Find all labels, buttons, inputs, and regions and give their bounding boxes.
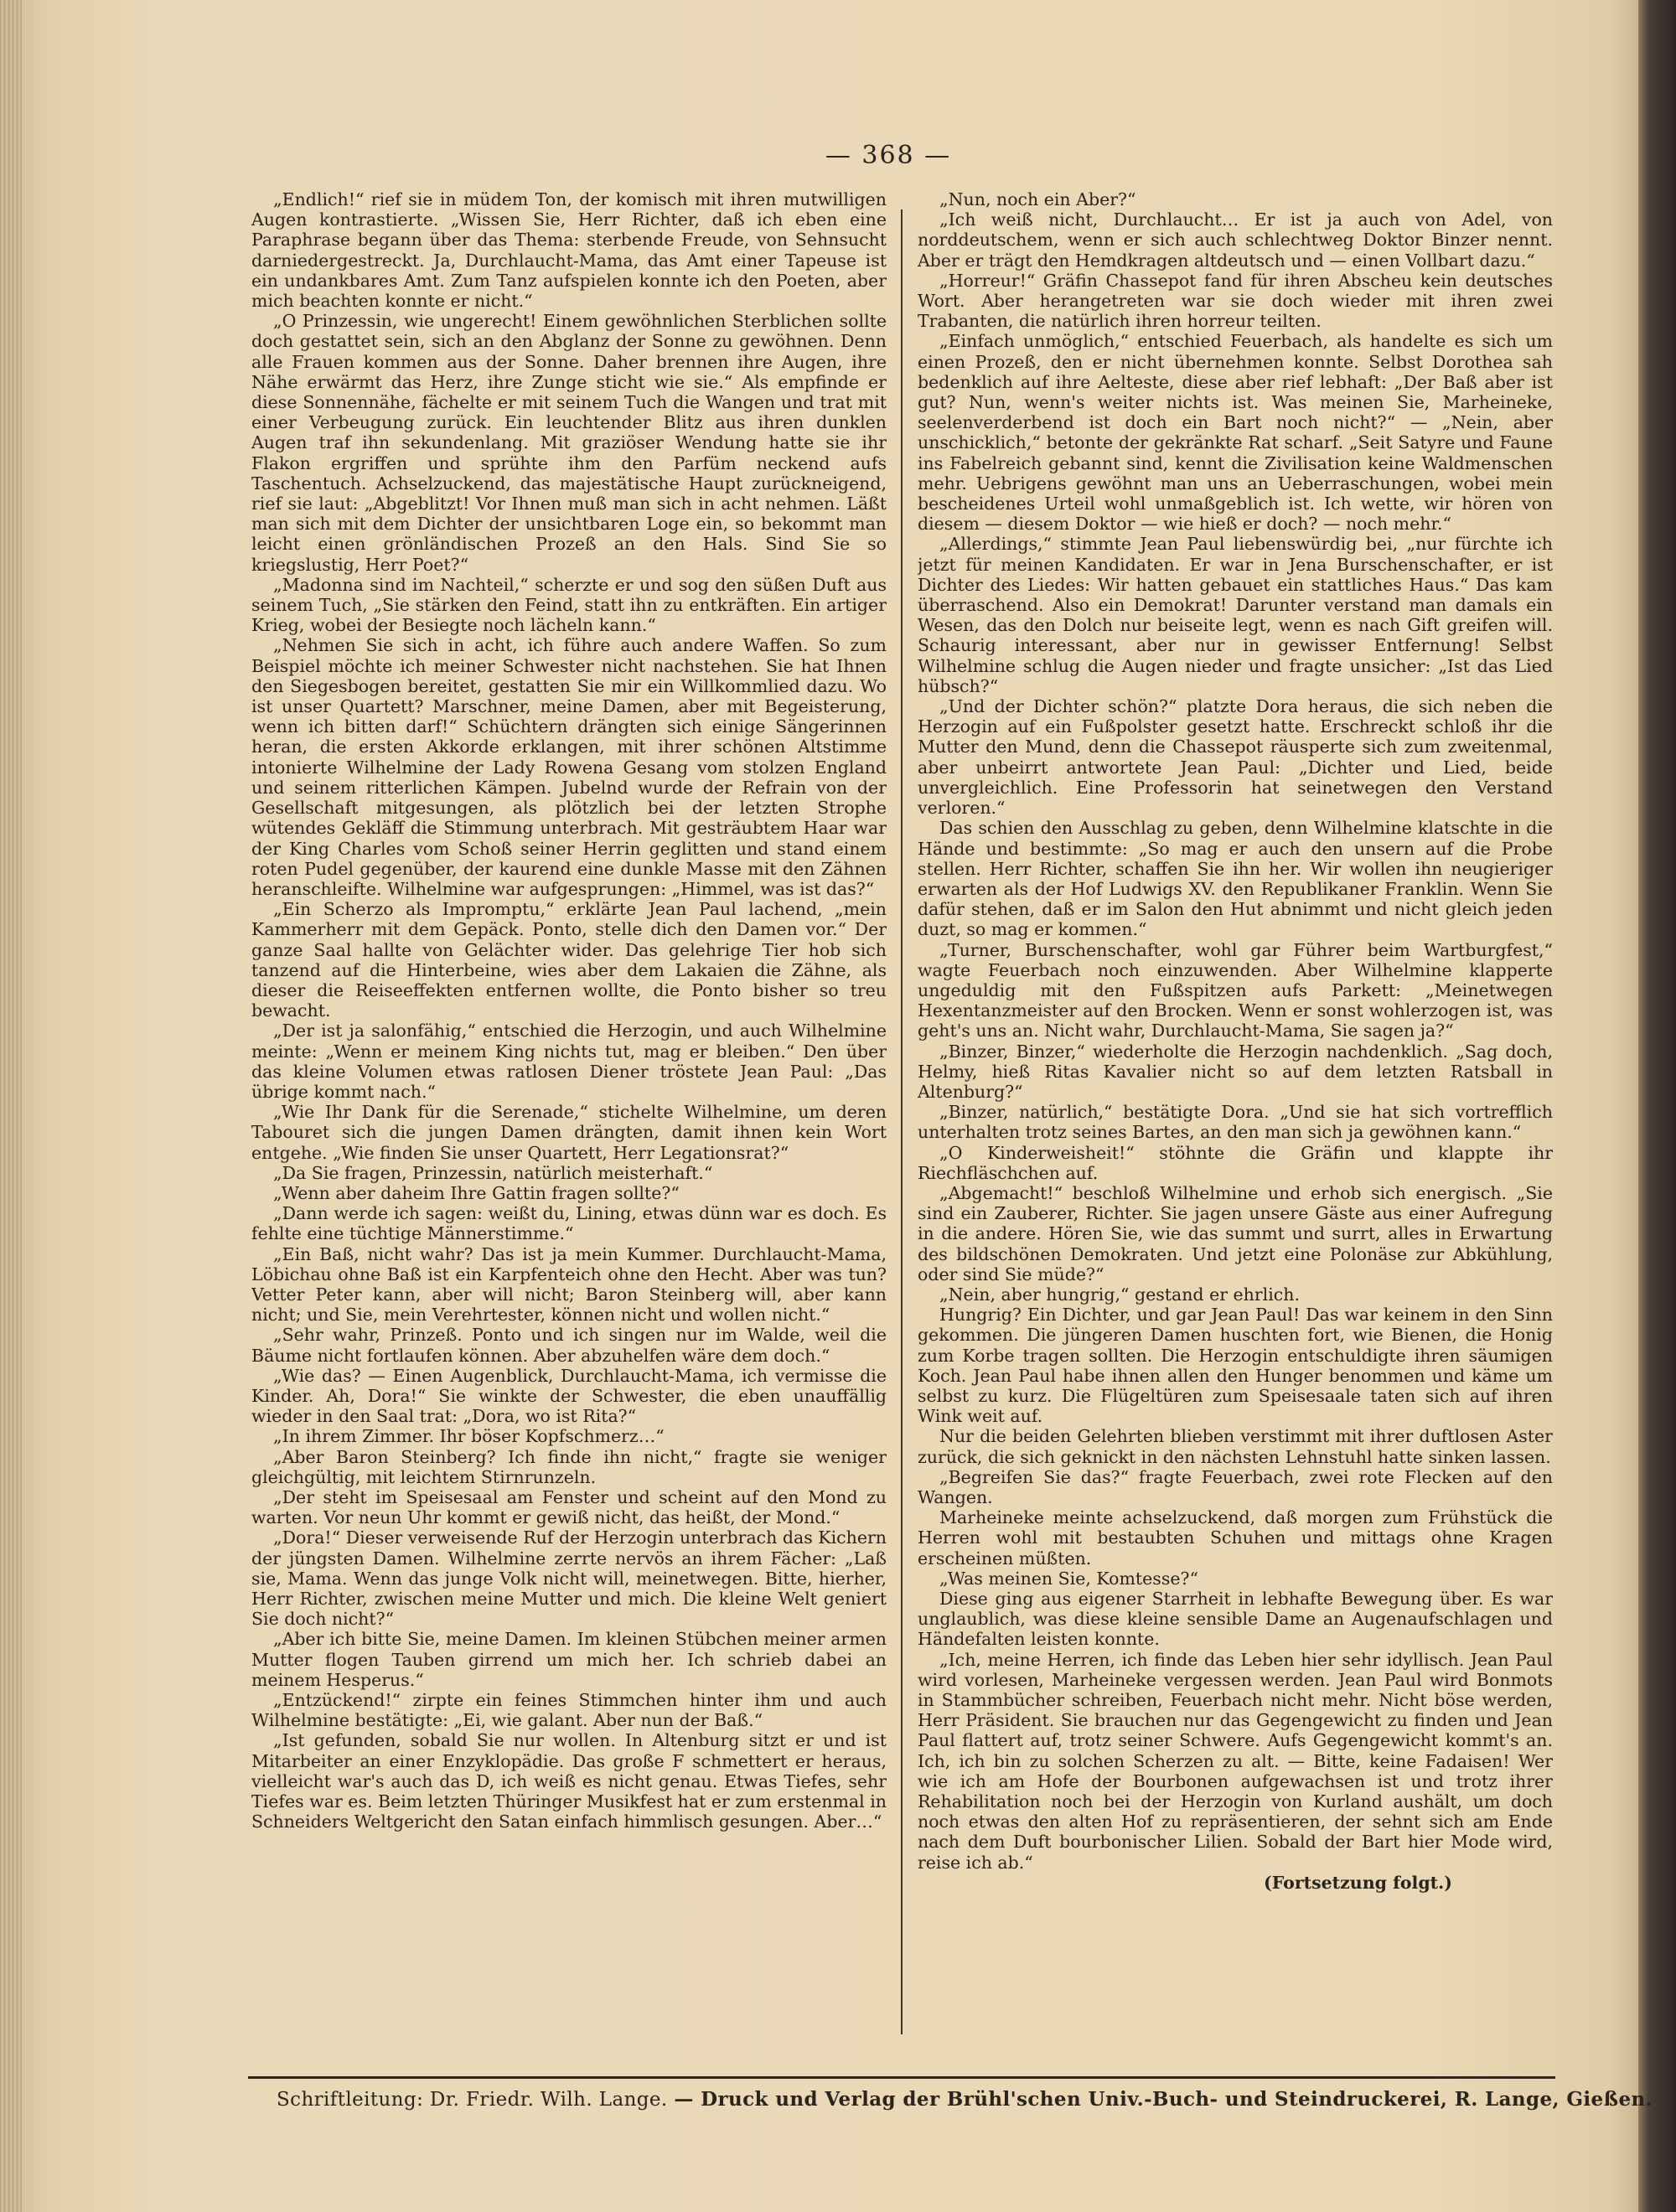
paragraph: „O Prinzessin, wie ungerecht! Einem gewöhnlichen Sterblichen sollte doch gestattet sein, sich an den Abglanz der Sonne zu gewöhnen. Denn alle Frauen kommen aus der Sonne. Daher brennen ihre Augen, ihre Nähe erwärmt das Herz, ihre Zunge sticht wie sie.“ Als empfinde er diese Sonnennähe, fächelte er mit seinem Tuch die Wangen und trat mit einer Verbeugung zurück. Ein leuchtender Blitz aus ihren dunklen Augen traf ihn sekundenlang. Mit graziöser Wendung hatte sie ihr Flakon ergriffen und sprühte ihm den Parfüm neckend aufs Taschentuch. Achselzuckend, das majestätische Haupt zurückneigend, rief sie laut: „Abgeblitzt! Vor Ihnen muß man sich in acht nehmen. Läßt man sich mit dem Dichter der unsichtbaren Loge ein, so bekommt man leicht einen grönländischen Prozeß an den Hals. Sind Sie so kriegslustig, Herr Poet?“ (251, 311, 887, 575)
paragraph: „Nehmen Sie sich in acht, ich führe auch andere Waffen. So zum Beispiel möchte ich meiner Schwester nicht nachstehen. Sie hat Ihnen den Siegesbogen bereitet, gestatten Sie mir ein Willkommlied dazu. Wo ist unser Quartett? Marschner, meine Damen, aber mit Begeisterung, wenn ich bitten darf!“ Schüchtern drängten sich einige Sängerinnen heran, die ersten Akkorde erklangen, mit ihrer schönen Altstimme intonierte Wilhelmine der Lady Rowena Gesang vom stolzen England und seinem ritterlichen Kämpen. Jubelnd wurde der Refrain von der Gesellschaft mitgesungen, als plötzlich bei der letzten Strophe wütendes Gekläff die Stimmung unterbrach. Mit gesträubtem Haar war der King Charles vom Schoß seiner Herrin geglitten und stand einem roten Pudel gegenüber, der kaurend eine dunkle Masse mit den Zähnen heranschleifte. Wilhelmine war aufgesprungen: „Himmel, was ist das?“ (251, 635, 887, 899)
column-divider (901, 209, 903, 2034)
footer-divider (248, 2076, 1555, 2079)
paragraph: „Und der Dichter schön?“ platzte Dora heraus, die sich neben die Herzogin auf ein Fußpolster gesetzt hatte. Erschreckt schloß ihr die Mutter den Mund, denn die Chassepot räusperte sich zum zweitenmal, aber unbeirrt antwortete Jean Paul: „Dichter und Lied, beide unvergleichlich. Eine Professorin hat seinetwegen den Verstand verloren.“ (918, 696, 1553, 819)
paragraph: „Ein Scherzo als Impromptu,“ erklärte Jean Paul lachend, „mein Kammerherr mit dem Gepäck. Ponto, stelle dich den Damen vor.“ Der ganze Saal hallte von Gelächter wider. Das gelehrige Tier hob sich tanzend auf die Hinterbeine, wies aber dem Lakaien die Zähne, als dieser die Reiseeffekten entfernen wollte, die Ponto bisher so treu bewacht. (251, 899, 887, 1021)
paragraph: „Aber ich bitte Sie, meine Damen. Im kleinen Stübchen meiner armen Mutter flogen Tauben girrend um mich her. Ich schrieb dabei an meinem Hesperus.“ (251, 1629, 887, 1690)
paragraph: „Ein Baß, nicht wahr? Das ist ja mein Kummer. Durchlaucht-Mama, Löbichau ohne Baß ist ein Karpfenteich ohne den Hecht. Aber was tun? Vetter Peter kann, aber will nicht; Baron Steinberg will, aber kann nicht; und Sie, mein Verehrtester, können nicht und wollen nicht.“ (251, 1243, 887, 1326)
paragraph: Nur die beiden Gelehrten blieben verstimmt mit ihrer duftlosen Aster zurück, die sich geknickt in den nächsten Lehnstuhl hatte sinken lassen. (918, 1426, 1553, 1467)
editor-credit: Schriftleitung: Dr. Friedr. Wilh. Lange. (277, 2089, 668, 2111)
paragraph: „Endlich!“ rief sie in müdem Ton, der komisch mit ihren mutwilligen Augen kontrastierte. „Wissen Sie, Herr Richter, daß ich eben eine Paraphrase begann über das Thema: sterbende Freude, von Sehnsucht darniedergestreckt. Ja, Durchlaucht-Mama, das Amt einer Tapeuse ist ein undankbares Amt. Zum Tanz aufspielen konnte ich den Poeten, aber mich beachten konnte er nicht.“ (251, 189, 887, 312)
paragraph: „Wie Ihr Dank für die Serenade,“ stichelte Wilhelmine, um deren Tabouret sich die jungen Damen drängten, damit ihnen kein Wort entgehe. „Wie finden Sie unser Quartett, Herr Legationsrat?“ (251, 1102, 887, 1163)
paragraph: „Turner, Burschenschafter, wohl gar Führer beim Wartburgfest,“ wagte Feuerbach noch einzuwenden. Aber Wilhelmine klapperte ungeduldig mit den Fußspitzen aufs Parkett: „Meinetwegen Hexentanzmeister auf den Brocken. Wenn er sonst wohlerzogen ist, was geht's uns an. Nicht wahr, Durchlaucht-Mama, Sie sagen ja?“ (918, 939, 1553, 1041)
paragraph: „Begreifen Sie das?“ fragte Feuerbach, zwei rote Flecken auf den Wangen. (918, 1466, 1553, 1507)
paragraph: „Abgemacht!“ beschloß Wilhelmine und erhob sich energisch. „Sie sind ein Zauberer, Richter. Sie jagen unsere Gäste aus einer Aufregung in die andere. Hören Sie, wie das summt und surrt, alles in Erwartung des bildschönen Demokraten. Und jetzt eine Polonäse zur Abkühlung, oder sind Sie müde?“ (918, 1182, 1553, 1284)
paragraph: „Wenn aber daheim Ihre Gattin fragen sollte?“ (273, 1182, 680, 1203)
paragraph: „Wie das? — Einen Augenblick, Durchlaucht-Mama, ich vermisse die Kinder. Ah, Dora!“ Sie winkte der Schwester, die eben unauffällig wieder in den Saal trat: „Dora, wo ist Rita?“ (251, 1365, 887, 1427)
paragraph: „Aber Baron Steinberg? Ich finde ihn nicht,“ fragte sie weniger gleichgültig, mit leichtem Stirnrunzeln. (251, 1446, 887, 1487)
paragraph: „Allerdings,“ stimmte Jean Paul liebenswürdig bei, „nur fürchte ich jetzt für meinen Kandidaten. Er war in Jena Burschenschafter, er ist Dichter des Liedes: Wir hatten gebauet ein stattliches Haus.“ Das kam überraschend. Also ein Demokrat! Darunter verstand man damals ein Wesen, das den Dolch nur beiseite legt, wenn es nach Gift greifen will. Schaurig interessant, aber nur in gewisser Entfernung! Selbst Wilhelmine schlug die Augen nieder und fragte unsicher: „Ist das Lied hübsch?“ (918, 534, 1553, 696)
paragraph: „Der steht im Speisesaal am Fenster und scheint auf den Mond zu warten. Vor neun Uhr kommt er gewiß nicht, das heißt, der Mond.“ (251, 1487, 887, 1528)
page-number: — 368 — (825, 141, 952, 170)
paragraph: „Binzer, Binzer,“ wiederholte die Herzogin nachdenklich. „Sag doch, Helmy, hieß Ritas Kavalier nicht so auf dem letzten Ratsball in Altenburg?“ (918, 1041, 1553, 1102)
paragraph: „Ich, meine Herren, ich finde das Leben hier sehr idyllisch. Jean Paul wird vorlesen, Marheineke vergessen werden. Jean Paul wird Bonmots in Stammbücher schreiben, Feuerbach nicht mehr. Nicht böse werden, Herr Präsident. Sie brauchen nur das Gegengewicht zu finden und Jean Paul flattert auf, trotz seiner Schwere. Aufs Gegengewicht kommt's an. Ich, ich bin zu solchen Scherzen zu alt. — Bitte, keine Fadaisen! Wer wie ich am Hofe der Bourbonen aufgewachsen ist und trotz ihrer Rehabilitation noch bei der Herzogin von Kurland aushält, um doch noch etwas den alten Hof zu repräsentieren, der sehnt sich am Ende nach dem Duft bourbonischer Lilien. Sobald der Bart hier Mode wird, reise ich ab.“ (918, 1649, 1553, 1873)
paragraph: „Einfach unmöglich,“ entschied Feuerbach, als handelte es sich um einen Prozeß, den er nicht übernehmen konnte. Selbst Dorothea sah bedenklich auf ihre Aelteste, diese aber rief lebhaft: „Der Baß aber ist gut? Nun, wenn's weiter nichts ist. Was meinen Sie, Marheineke, seelenverderbend ist doch ein Bart noch nicht?“ — „Nein, aber unschicklich,“ betonte der gekränkte Rat scharf. „Seit Satyre und Faune ins Fabelreich gebannt sind, kennt die Zivilisation keine Waldmenschen mehr. Uebrigens gewöhnt man uns an Ueberraschungen, wobei mein bescheidenes Urteil wohl unmaßgeblich ist. Ich wette, wir hören von diesem — diesem Doktor — wie hieß er doch? — noch mehr.“ (918, 331, 1553, 535)
paragraph: „Der ist ja salonfähig,“ entschied die Herzogin, und auch Wilhelmine meinte: „Wenn er meinem King nichts tut, mag er bleiben.“ Den über das kleine Volumen etwas ratlosen Diener tröstete Jean Paul: „Das übrige kommt nach.“ (251, 1021, 887, 1102)
paragraph: „Dora!“ Dieser verweisende Ruf der Herzogin unterbrach das Kichern der jüngsten Damen. Wilhelmine zerrte nervös an ihrem Fächer: „Laß sie, Mama. Wenn das junge Volk nicht will, meinetwegen. Bitte, hierher, Herr Richter, zwischen meine Mutter und mich. Die kleine Welt geniert Sie doch nicht?“ (251, 1527, 887, 1630)
paragraph: „Entzückend!“ zirpte ein feines Stimmchen hinter ihm und auch Wilhelmine bestätigte: „Ei, wie galant. Aber nun der Baß.“ (251, 1690, 887, 1731)
paragraph: „Da Sie fragen, Prinzessin, natürlich meisterhaft.“ (273, 1162, 713, 1183)
left-column (251, 189, 887, 2041)
paragraph: „In ihrem Zimmer. Ihr böser Kopfschmerz…“ (273, 1426, 665, 1447)
paragraph: Hungrig? Ein Dichter, und gar Jean Paul! Das war keinem in den Sinn gekommen. Die jüngeren Damen huschten fort, wie Bienen, die Honig zum Korbe tragen sollten. Die Herzogin entschuldigte ihren säumigen Koch. Jean Paul habe ihnen allen den Hunger benommen und käme um selbst zu kurz. Die Flügeltüren zum Speisesaale taten sich auf ihren Wink weit auf. (918, 1305, 1553, 1427)
paragraph: Marheineke meinte achselzuckend, daß morgen zum Frühstück die Herren wohl mit bestaubten Schuhen und mittags ohne Kragen erscheinen müßten. (918, 1507, 1553, 1569)
continued-note: (Fortsetzung folgt.) (1264, 1872, 1452, 1893)
paragraph: „Nein, aber hungrig,“ gestand er ehrlich. (939, 1284, 1300, 1305)
imprint-footer (277, 2088, 1653, 2111)
paragraph: „Ist gefunden, sobald Sie nur wollen. In Altenburg sitzt er und ist Mitarbeiter an einer Enzyklopädie. Das große F schmettert er heraus, vielleicht war's auch das D, ich weiß es nicht genau. Etwas Tiefes, sehr Tiefes war es. Beim letzten Thüringer Musikfest hat er zum erstenmal in Schneiders Weltgericht den Satan einfach himmlisch gesungen. Aber…“ (251, 1730, 887, 1832)
paragraph: „Nun, noch ein Aber?“ (939, 189, 1136, 209)
paragraph: „Binzer, natürlich,“ bestätigte Dora. „Und sie hat sich vortrefflich unterhalten trotz seines Bartes, an den man sich ja gewöhnen kann.“ (918, 1102, 1553, 1143)
paragraph: „Was meinen Sie, Komtesse?“ (939, 1568, 1198, 1589)
paragraph: „Ich weiß nicht, Durchlaucht… Er ist ja auch von Adel, von norddeutschem, wenn er sich auch schlechtweg Doktor Binzer nennt. Aber er trägt den Hemdkragen altdeutsch und — einen Vollbart dazu.“ (918, 209, 1553, 271)
printer-credit: — Druck und Verlag der Brühl'schen Univ.-Buch- und Steindruckerei, R. Lange, Gießen. (674, 2088, 1653, 2111)
book-spine (0, 0, 22, 2212)
right-column (918, 189, 1553, 2041)
page-edge-shadow (1638, 0, 1676, 2212)
paragraph: Diese ging aus eigener Starrheit in lebhafte Bewegung über. Es war unglaublich, was diese kleine sensible Dame an Augenaufschlagen und Händefalten leisten konnte. (918, 1589, 1553, 1650)
paragraph: „Dann werde ich sagen: weißt du, Lining, etwas dünn war es doch. Es fehlte eine tüchtige Männerstimme.“ (251, 1203, 887, 1244)
paragraph: „Madonna sind im Nachteil,“ scherzte er und sog den süßen Duft aus seinem Tuch, „Sie stärken den Feind, statt ihn zu entkräften. Ein artiger Krieg, wobei der Besiegte noch lächeln kann.“ (251, 574, 887, 636)
paragraph: „Sehr wahr, Prinzeß. Ponto und ich singen nur im Walde, weil die Bäume nicht fortlaufen können. Aber abzuhelfen wäre dem doch.“ (251, 1325, 887, 1366)
paragraph: Das schien den Ausschlag zu geben, denn Wilhelmine klatschte in die Hände und bestimmte: „So mag er auch den unsern auf die Probe stellen. Herr Richter, schaffen Sie ihn her. Wir wollen ihn neugieriger erwarten als der Hof Ludwigs XV. den Republikaner Franklin. Wenn Sie dafür stehen, daß er im Salon den Hut abnimmt und nicht gleich jeden duzt, so mag er kommen.“ (918, 818, 1553, 940)
paragraph: „Horreur!“ Gräfin Chassepot fand für ihren Abscheu kein deutsches Wort. Aber herangetreten war sie doch wieder mit ihren zwei Trabanten, die natürlich ihren horreur teilten. (918, 270, 1553, 332)
paragraph: „O Kinderweisheit!“ stöhnte die Gräfin und klappte ihr Riechfläschchen auf. (918, 1142, 1553, 1183)
